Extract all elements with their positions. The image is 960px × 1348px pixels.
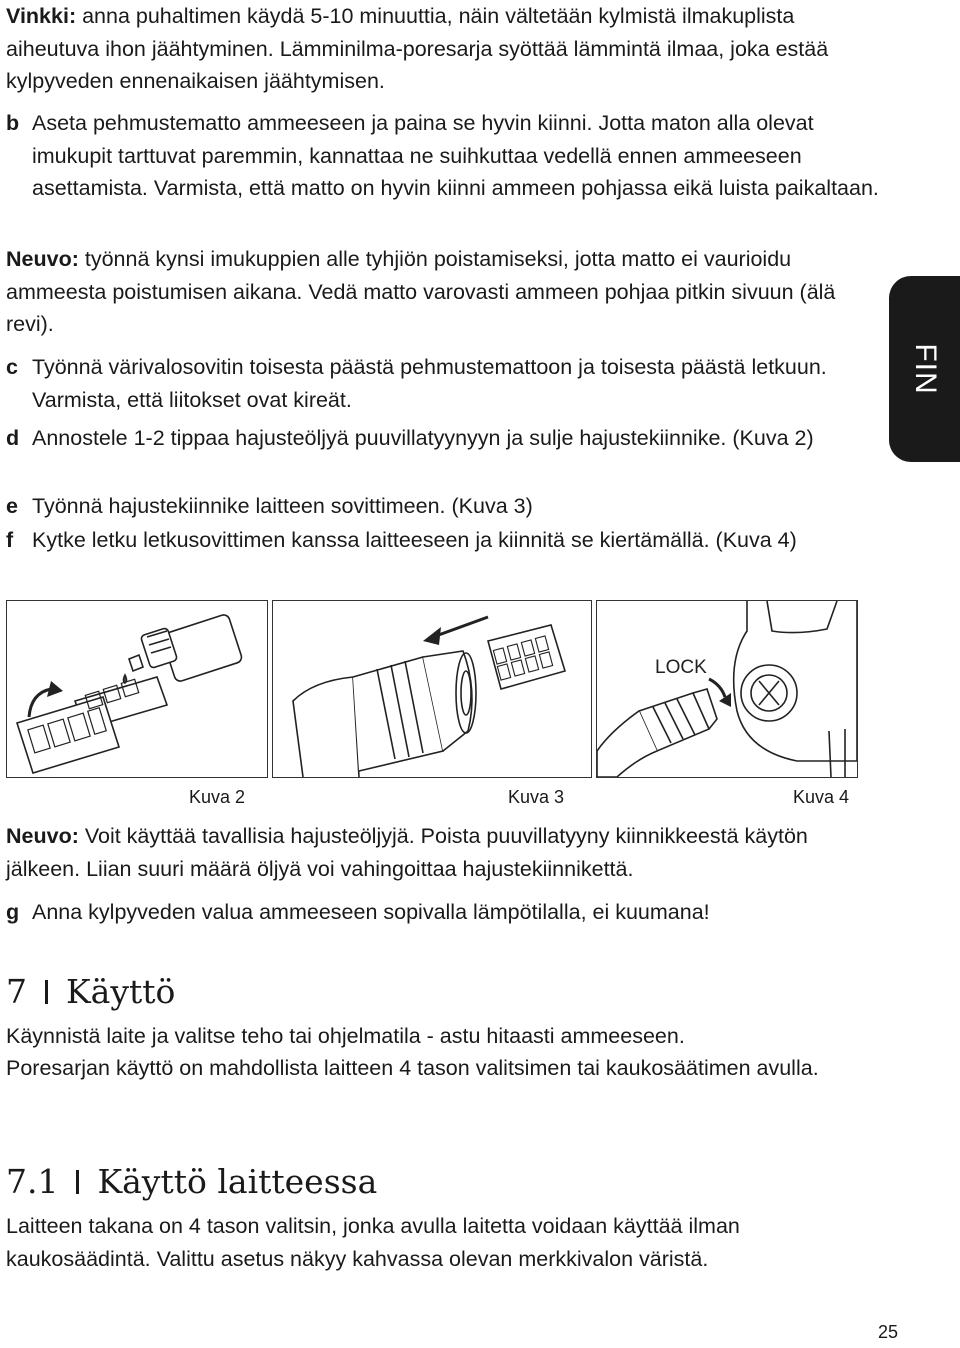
caption-kuva-3: Kuva 3 xyxy=(508,787,565,807)
page-number: 25 xyxy=(878,1322,899,1342)
step-d-letter: d xyxy=(6,426,20,450)
step-b xyxy=(6,107,892,205)
tip-label: Vinkki: xyxy=(6,4,77,28)
step-d xyxy=(6,422,892,455)
advice-1-text: työnnä kynsi imukuppien alle tyhjiön poistamiseksi, jotta matto ei vaurioidu ammeesta poistumisen aikana. Vedä matto varovasti ammeen pohjaa pitkin sivuun (älä revi). xyxy=(6,247,836,336)
section-7-1-paragraph: Laitteen takana on 4 tason valitsin, jonka avulla laitetta voidaan käyttää ilman kaukosäädintä. Valittu asetus näkyy kahvassa olevan merkkivalon väristä. xyxy=(6,1214,740,1271)
figure-4 xyxy=(596,600,858,778)
hose-lock-illustration xyxy=(597,601,857,777)
language-tab xyxy=(889,276,960,462)
fragrance-cartridge-illustration xyxy=(7,601,267,777)
section-7-1-number: 7.1 xyxy=(6,1162,59,1201)
heading-divider xyxy=(76,1170,79,1194)
step-b-text: Aseta pehmustematto ammeeseen ja paina se hyvin kiinni. Jotta maton alla olevat imukupit tarttuvat paremmin, kannattaa ne suihkuttaa vedellä ennen ammeeseen asettamista. Varmista, että matto on hyvin kiinni ammeen pohjassa eikä luista paikaltaan. xyxy=(32,111,879,200)
step-f xyxy=(6,524,892,557)
caption-kuva-2: Kuva 2 xyxy=(189,787,246,807)
tip-text: anna puhaltimen käydä 5-10 minuuttia, näin vältetään kylmistä ilmakuplista aiheutuva ihon jäähtyminen. Lämminilma-poresarja syöttää lämmintä ilmaa, joka estää kylpyveden ennenaikaisen jäähtymisen. xyxy=(6,4,829,93)
step-c-text: Työnnä värivalosovitin toisesta päästä pehmustemattoon ja toisesta päästä letkuun. Varmista, että liitokset ovat kireät. xyxy=(32,355,827,412)
tip-paragraph xyxy=(6,0,866,98)
adapter-insertion-illustration xyxy=(273,601,591,777)
step-g xyxy=(6,896,892,929)
step-f-letter: f xyxy=(6,528,14,552)
caption-kuva-4: Kuva 4 xyxy=(793,787,850,807)
step-c xyxy=(6,351,892,416)
step-b-letter: b xyxy=(6,111,20,135)
figure-2 xyxy=(6,600,268,778)
step-c-letter: c xyxy=(6,355,18,379)
section-7-1-title: Käyttö laitteessa xyxy=(97,1162,378,1201)
advice-paragraph-2 xyxy=(6,820,866,885)
step-e xyxy=(6,490,892,523)
section-7-paragraph-2: Poresarjan käyttö on mahdollista laitteen 4 tason valitsimen tai kaukosäätimen avulla. xyxy=(6,1056,819,1080)
step-g-text: Anna kylpyveden valua ammeeseen sopivalla lämpötilalla, ei kuumana! xyxy=(32,900,710,924)
heading-divider xyxy=(45,980,48,1004)
section-7-1-heading xyxy=(6,1162,377,1202)
step-f-text: Kytke letku letkusovittimen kanssa laitteeseen ja kiinnitä se kiertämällä. (Kuva 4) xyxy=(32,528,797,552)
figure-3 xyxy=(272,600,592,778)
step-d-text: Annostele 1-2 tippaa hajusteöljyä puuvillatyynyyn ja sulje hajustekiinnike. (Kuva 2) xyxy=(32,426,814,450)
advice-2-label: Neuvo: xyxy=(6,824,79,848)
language-tab-label: FIN xyxy=(908,343,942,395)
step-g-letter: g xyxy=(6,900,20,924)
step-e-text: Työnnä hajustekiinnike laitteen sovittimeen. (Kuva 3) xyxy=(32,494,533,518)
lock-label: LOCK xyxy=(655,657,707,678)
step-e-letter: e xyxy=(6,494,18,518)
advice-2-text: Voit käyttää tavallisia hajusteöljyjä. Poista puuvillatyyny kiinnikkeestä käytön jälkeen. Liian suuri määrä öljyä voi vahingoittaa hajustekiinnikettä. xyxy=(6,824,808,881)
section-7-title: Käyttö xyxy=(66,972,176,1011)
section-7-heading xyxy=(6,972,175,1012)
section-7-paragraph-1: Käynnistä laite ja valitse teho tai ohjelmatila - astu hitaasti ammeeseen. xyxy=(6,1024,685,1048)
section-7-number: 7 xyxy=(6,972,27,1011)
advice-paragraph-1 xyxy=(6,243,866,341)
advice-1-label: Neuvo: xyxy=(6,247,79,271)
